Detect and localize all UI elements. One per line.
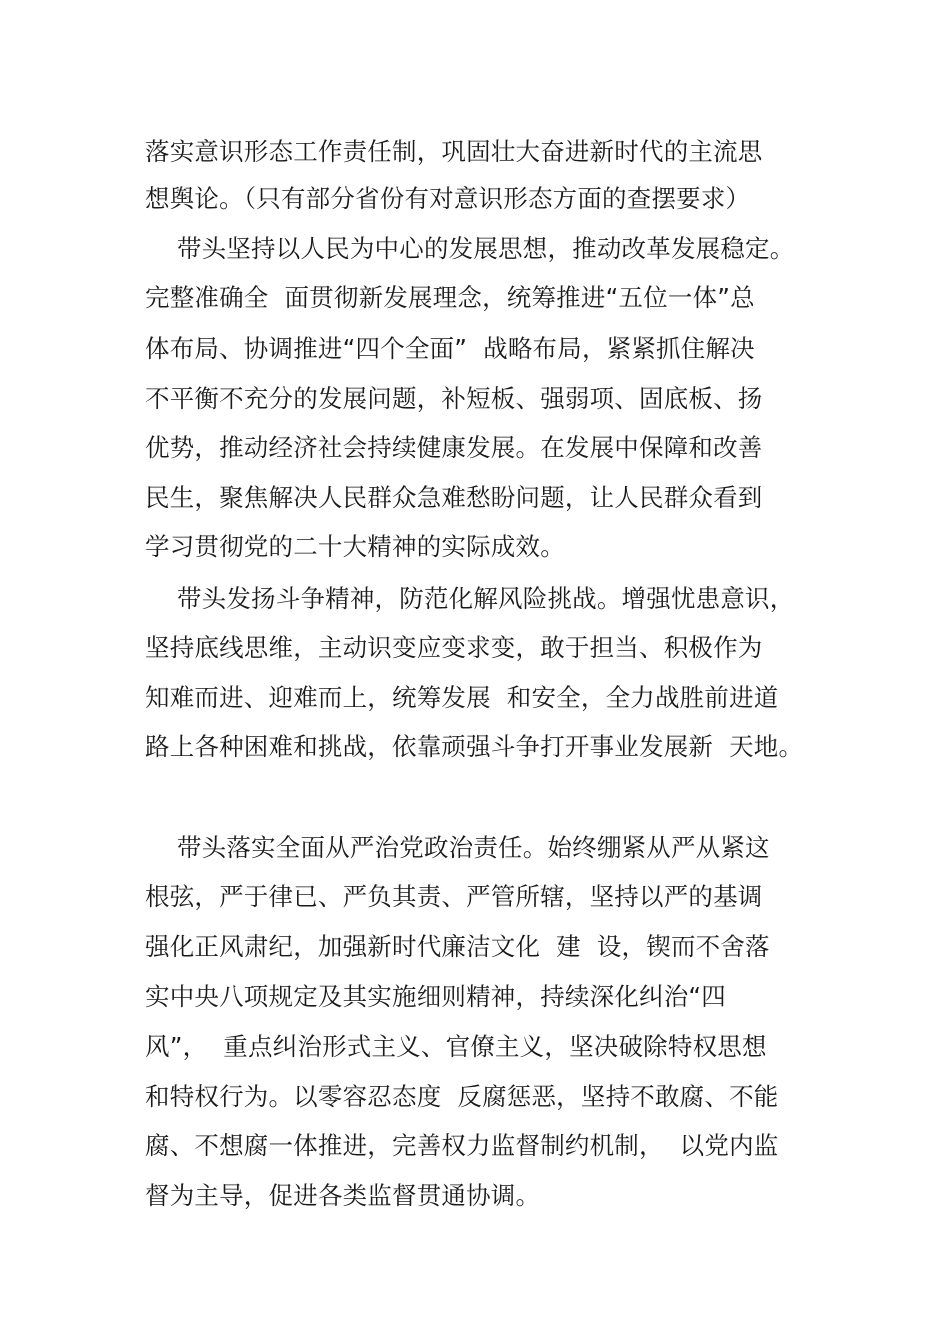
text-line: 落实意识形态工作责任制，巩固壮大奋进新时代的主流思: [145, 137, 763, 166]
text-line: 实中央八项规定及其实施细则精神，持续深化纠治“四: [145, 982, 726, 1011]
text-line: 带头坚持以人民为中心的发展思想，推动改革发展稳定。: [145, 234, 795, 263]
text-line: 督为主导，促进各类监督贯通协调。: [145, 1181, 541, 1210]
text-line: 体布局、协调推进“四个全面” 战略布局，紧紧抓住解决: [145, 334, 755, 363]
text-line: 民生，聚焦解决人民群众急难愁盼问题，让人民群众看到: [145, 483, 763, 512]
text-line: 不平衡不充分的发展问题，补短板、强弱项、固底板、扬: [145, 384, 763, 413]
text-line: 和特权行为。以零容忍态度 反腐惩恶，坚持不敢腐、不能: [145, 1082, 779, 1111]
text-line: 想舆论。（只有部分省份有对意识形态方面的查摆要求）: [145, 184, 751, 213]
text-line: 根弦，严于律已、严负其责、严管所辖，坚持以严的基调: [145, 882, 763, 911]
text-line: 带头发扬斗争精神，防范化解风险挑战。增强忧患意识，: [145, 584, 795, 613]
text-line: 风”， 重点纠治形式主义、官僚主义，坚决破除特权思想: [145, 1032, 767, 1061]
text-line: 学习贯彻党的二十大精神的实际成效。: [145, 532, 565, 561]
text-line: 坚持底线思维，主动识变应变求变，敢于担当、积极作为: [145, 633, 763, 662]
text-line: 路上各种困难和挑战，依靠顽强斗争打开事业发展新 天地。: [145, 732, 804, 761]
text-line: 优势，推动经济社会持续健康发展。在发展中保障和改善: [145, 433, 763, 462]
text-line: 知难而进、迎难而上，统筹发展 和安全，全力战胜前进道: [145, 683, 779, 712]
text-line: 带头落实全面从严治党政治责任。始终绷紧从严从紧这: [145, 833, 770, 862]
text-line: 强化正风肃纪，加强新时代廉洁文化 建 设，锲而不舍落: [145, 932, 770, 961]
text-line: 腐、不想腐一体推进，完善权力监督制约机制， 以党内监: [145, 1131, 779, 1160]
text-line: 完整准确全 面贯彻新发展理念，统筹推进“五位一体”总: [145, 283, 755, 312]
